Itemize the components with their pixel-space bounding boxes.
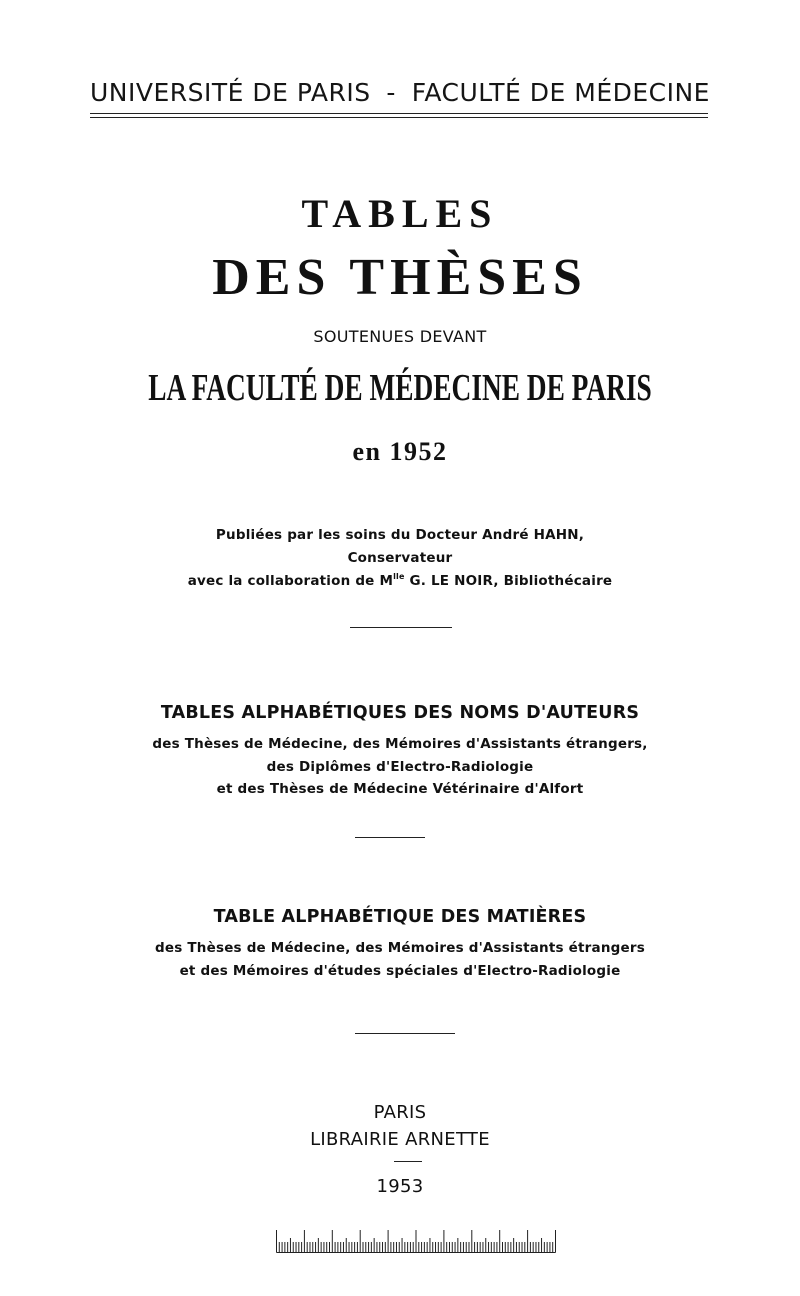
- section-subjects-line-1: des Thèses de Médecine, des Mémoires d'Assistants étrangers: [155, 940, 645, 956]
- editors-line-3: [0, 572, 800, 589]
- editors-line-3-sup: lle: [393, 572, 405, 581]
- imprint-divider: [394, 1161, 422, 1162]
- section-authors-heading: TABLES ALPHABÉTIQUES DES NOMS D'AUTEURS: [160, 703, 640, 723]
- section-authors-line-3: et des Thèses de Médecine Vétérinaire d'Alfort: [216, 781, 584, 797]
- title-year: en 1952: [352, 437, 448, 466]
- editors-line-1: Publiées par les soins du Docteur André HAHN,: [215, 527, 585, 543]
- editors-line-2: Conservateur: [347, 550, 453, 566]
- editors-line-3-post: G. LE NOIR, Bibliothécaire: [404, 573, 613, 589]
- imprint-publisher: LIBRAIRIE ARNETTE: [310, 1129, 490, 1150]
- title-soutenues-devant: SOUTENUES DEVANT: [313, 327, 487, 346]
- page-header: [90, 78, 710, 107]
- header-rule-top: [90, 113, 708, 114]
- header-separator: -: [386, 78, 396, 107]
- scan-ruler-scale: [276, 1227, 556, 1253]
- divider-3: [355, 1033, 455, 1034]
- imprint-year: 1953: [376, 1176, 424, 1197]
- section-authors-line-2: des Diplômes d'Electro-Radiologie: [266, 759, 534, 775]
- divider-2: [355, 837, 425, 838]
- section-subjects-line-2: et des Mémoires d'études spéciales d'Electro-Radiologie: [179, 963, 621, 979]
- header-faculty: FACULTÉ DE MÉDECINE: [411, 78, 710, 107]
- title-faculte: LA FACULTÉ DE MÉDECINE DE PARIS: [148, 367, 652, 409]
- editors-line-3-pre: avec la collaboration de M: [187, 573, 394, 589]
- imprint-city: PARIS: [373, 1102, 427, 1123]
- title-tables: TABLES: [301, 191, 499, 236]
- header-rule-bottom: [90, 117, 708, 118]
- section-subjects-heading: TABLE ALPHABÉTIQUE DES MATIÈRES: [213, 907, 587, 927]
- title-des-theses: DES THÈSES: [212, 249, 588, 306]
- header-university: UNIVERSITÉ DE PARIS: [90, 78, 371, 107]
- divider-1: [350, 627, 452, 628]
- section-authors-line-1: des Thèses de Médecine, des Mémoires d'Assistants étrangers,: [152, 736, 648, 752]
